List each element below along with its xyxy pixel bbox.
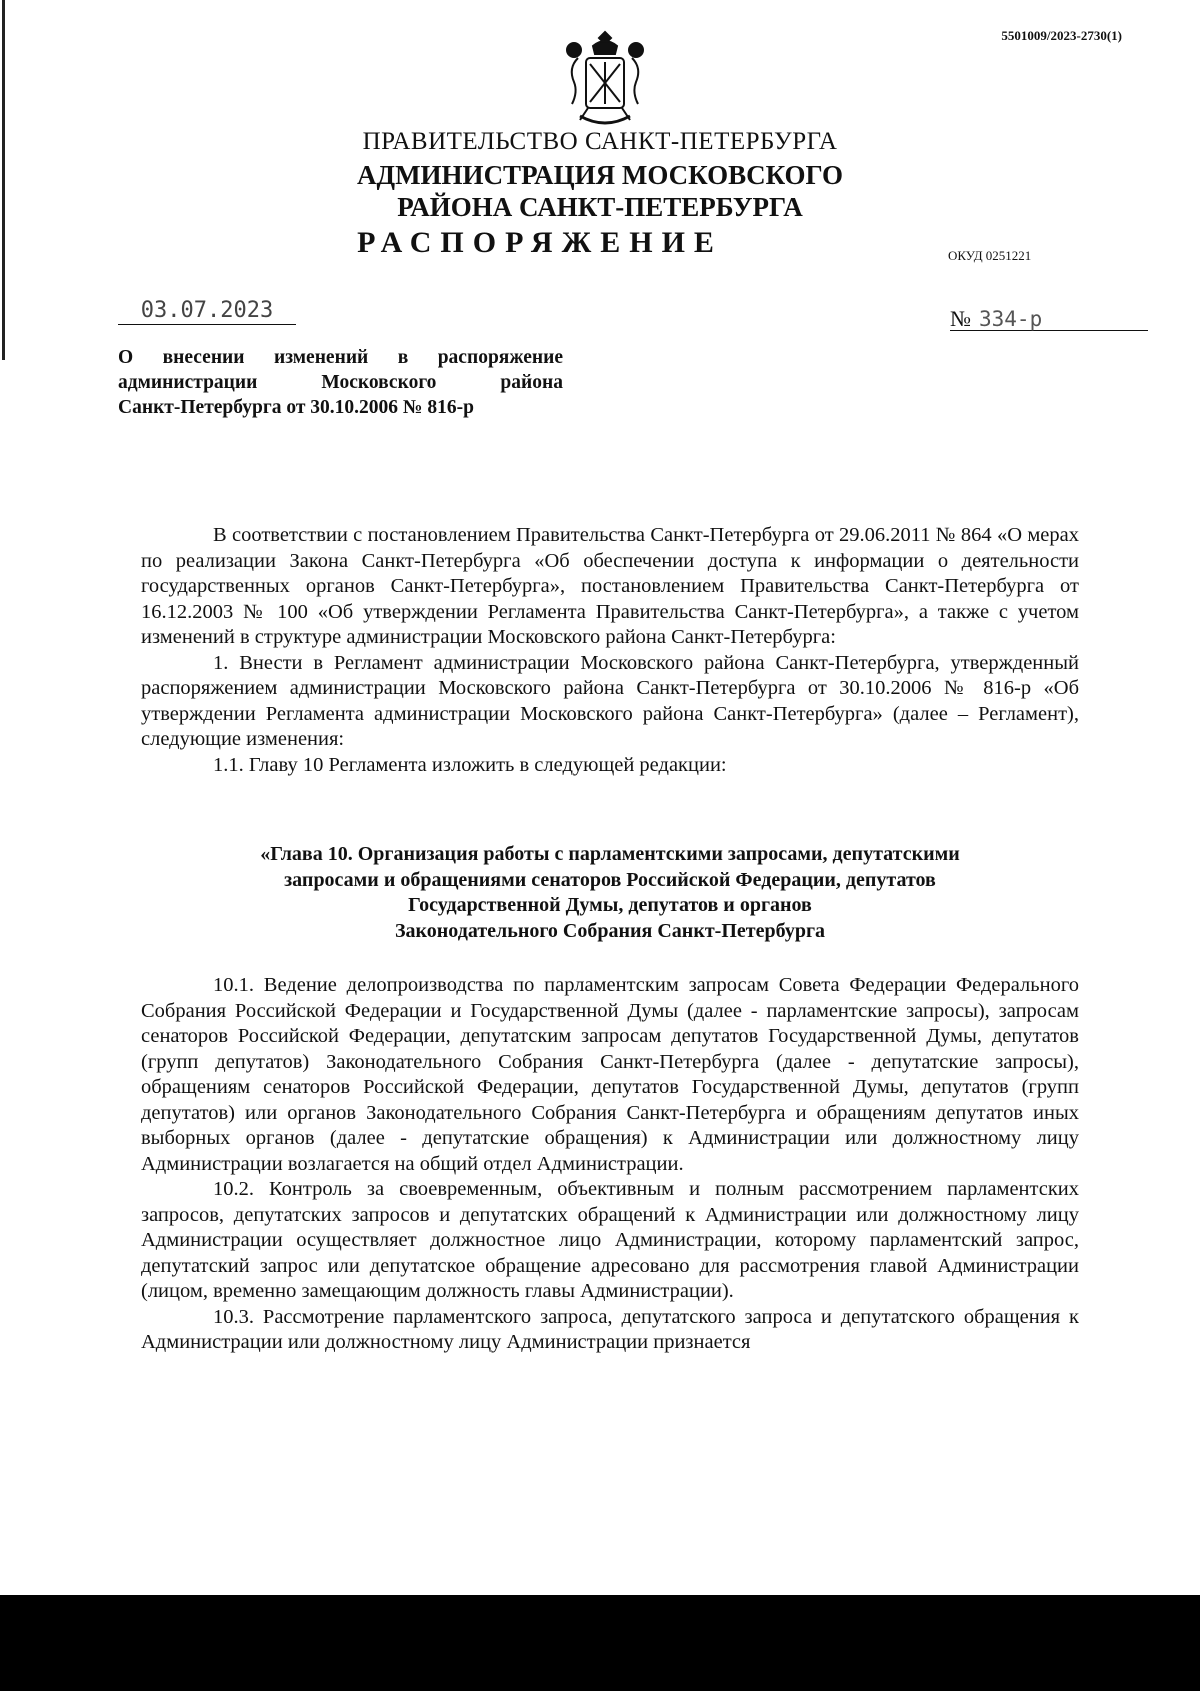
chapter-heading-line: Законодательного Собрания Санкт-Петербурга	[394, 919, 826, 942]
number-value: 334-р	[979, 307, 1043, 331]
subject-line: О внесении изменений в распоряжение	[118, 347, 563, 368]
chapter-10-heading	[141, 842, 1079, 944]
item-1-paragraph: 1. Внести в Регламент администрации Московского района Санкт-Петербурга, утвержденный распоряжением администрации Московского района Санкт-Петербурга от 30.10.2006 № 816-р «Об утверждении Регламента администрации Московского района Санкт-Петербурга» (далее – Регламент), следующие изменения:	[141, 651, 1079, 750]
chapter-heading-line: запросами и обращениями сенаторов Российской Федерации, депутатов	[284, 868, 936, 891]
preamble-paragraph: В соответствии с постановлением Правительства Санкт-Петербурга от 29.06.2011 № 864 «О мерах по реализации Закона Санкт-Петербурга «Об обеспечении доступа к информации о деятельности государственных органов Санкт-Петербурга», постановлением Правительства Санкт-Петербурга от 16.12.2003 № 100 «Об утверждении Регламента Правительства Санкт-Петербурга», а также с учетом изменений в структуре администрации Московского района Санкт-Петербурга:	[141, 524, 1079, 648]
preamble-section	[141, 523, 1079, 778]
subject-line: администрации Московского района	[118, 372, 563, 393]
chapter-heading-line: Государственной Думы, депутатов и органов	[408, 894, 812, 916]
administration-name-line-1: АДМИНИСТРАЦИЯ МОСКОВСКОГО	[357, 160, 843, 190]
chapter-10-body	[141, 973, 1079, 1356]
subject-line: Санкт-Петербурга от 30.10.2006 № 816-р	[118, 397, 474, 418]
chapter-heading-line: «Глава 10. Организация работы с парламентскими запросами, депутатскими	[260, 843, 960, 865]
item-1-1-paragraph: 1.1. Главу 10 Регламента изложить в следующей редакции:	[213, 753, 727, 776]
scan-bottom-black-bar	[0, 1595, 1200, 1691]
okud-code: ОКУД 0251221	[948, 248, 1032, 263]
government-name: ПРАВИТЕЛЬСТВО САНКТ-ПЕТЕРБУРГА	[362, 128, 838, 155]
document-date: 03.07.2023	[118, 302, 296, 325]
document-registration-number: 5501009/2023-2730(1)	[1001, 28, 1122, 43]
document-type-title: РАСПОРЯЖЕНИЕ	[357, 226, 723, 259]
administration-name-line-2: РАЙОНА САНКТ-ПЕТЕРБУРГА	[397, 192, 803, 222]
document-subject	[118, 345, 563, 420]
number-label: №	[950, 306, 971, 331]
paragraph-10-2: 10.2. Контроль за своевременным, объективным и полным рассмотрением парламентских запросов, депутатских запросов и депутатских обращений к Администрации или должностному лицу Администрации осуществляет должностное лицо Администрации, которому парламентский запрос, депутатский запрос или депутатское обращение адресовано для рассмотрения главой Администрации (лицом, временно замещающим должность главы Администрации).	[141, 1178, 1079, 1302]
paragraph-10-3: 10.3. Рассмотрение парламентского запроса, депутатского запроса и депутатского обращения к Администрации или должностному лицу Администрации признается	[141, 1305, 1079, 1353]
coat-of-arms-emblem-icon	[560, 28, 650, 128]
paragraph-10-1: 10.1. Ведение делопроизводства по парламентским запросам Совета Федерации Федерального Собрания Российской Федерации и Государственной Думы (далее - парламентские запросы), запросам сенаторов Российской Федерации, депутатским запросам депутатов Государственной Думы, депутатов (групп депутатов) Законодательного Собрания Санкт-Петербурга (далее - депутатские запросы), обращениям сенаторов Российской Федерации, депутатов Государственной Думы, депутатов (групп депутатов) или органов Законодательного Собрания Санкт-Петербурга и обращениям депутатов иных выборных органов (далее - депутатские обращения) к Администрации или должностному лицу Администрации возлагается на общий отдел Администрации.	[141, 974, 1079, 1175]
document-number	[950, 306, 1148, 331]
